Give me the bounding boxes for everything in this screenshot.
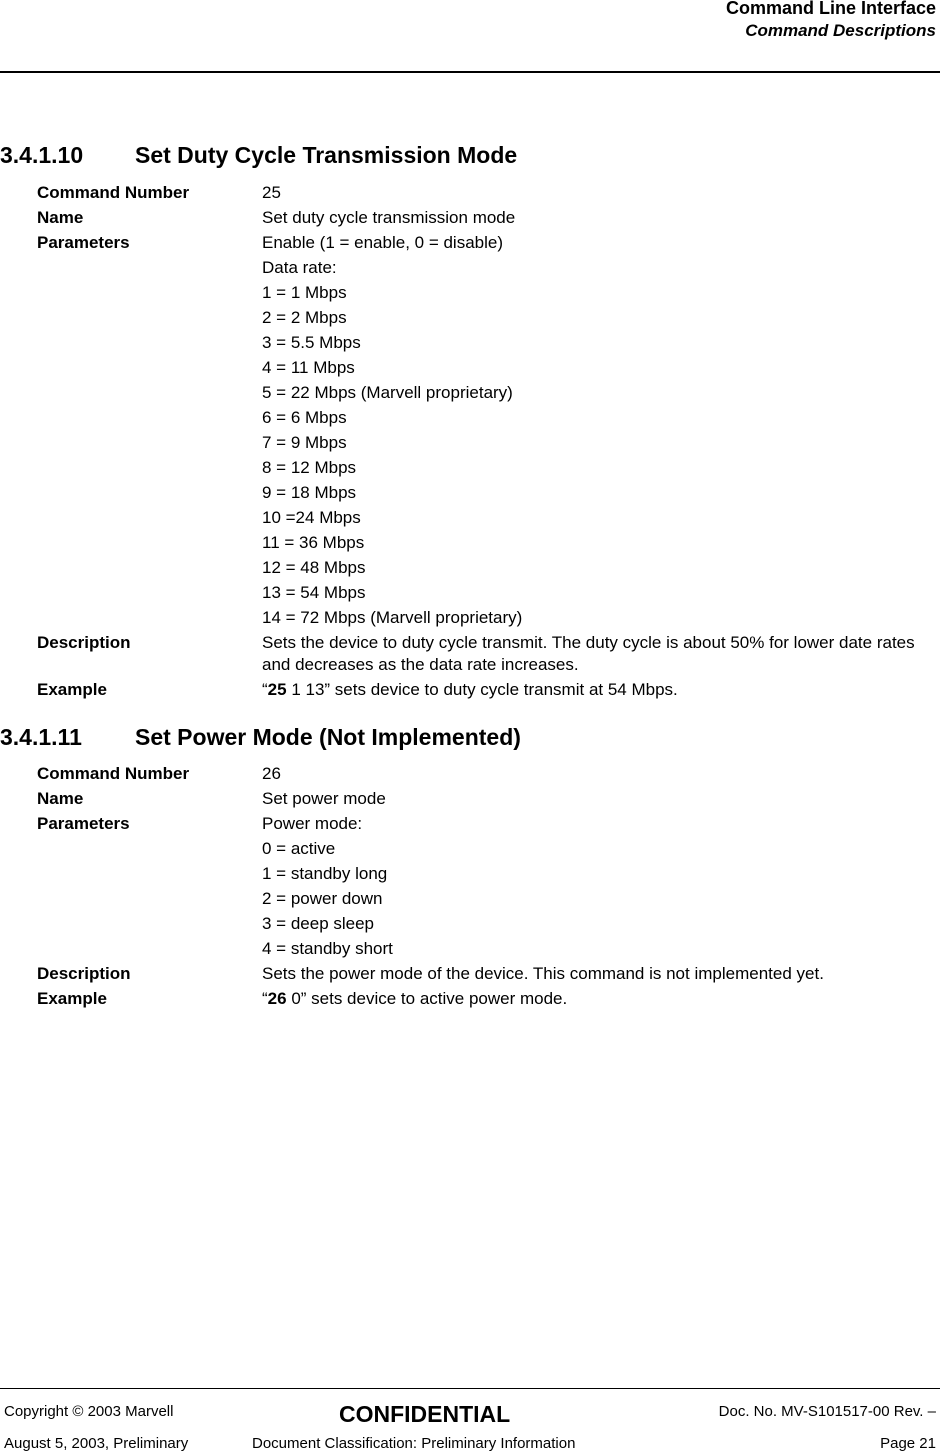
section-title: Set Duty Cycle Transmission Mode	[135, 142, 518, 168]
parameter-item: 7 = 9 Mbps	[262, 433, 347, 452]
header-divider	[0, 71, 940, 73]
footer-doc-number: Doc. No. MV-S101517-00 Rev. –	[718, 1403, 936, 1420]
parameter-item: 5 = 22 Mbps (Marvell proprietary)	[262, 383, 513, 402]
example-text: 0” sets device to active power mode.	[286, 989, 568, 1008]
example-command-number: 26	[267, 989, 287, 1008]
footer-confidential: CONFIDENTIAL	[339, 1401, 511, 1427]
parameter-item: Power mode:	[262, 814, 363, 833]
description-value: Sets the device to duty cycle transmit. The duty cycle is about 50% for lower date rates and decreases as the data rate increases.	[262, 633, 915, 674]
section-title: Set Power Mode (Not Implemented)	[135, 724, 521, 750]
example-open-quote: “	[262, 680, 268, 699]
example-label: Example	[37, 989, 107, 1008]
parameter-item: 6 = 6 Mbps	[262, 408, 347, 427]
example-command-number: 25	[267, 680, 287, 699]
parameter-item: 1 = standby long	[262, 864, 388, 883]
parameter-item: 14 = 72 Mbps (Marvell proprietary)	[262, 608, 523, 627]
parameter-item: 1 = 1 Mbps	[262, 283, 347, 302]
parameter-item: 3 = deep sleep	[262, 914, 375, 933]
description-label: Description	[37, 633, 131, 652]
parameters-label: Parameters	[37, 814, 130, 833]
footer-divider	[0, 1388, 940, 1389]
name-value: Set power mode	[262, 789, 386, 808]
parameter-item: Enable (1 = enable, 0 = disable)	[262, 233, 504, 252]
footer-date: August 5, 2003, Preliminary	[4, 1435, 189, 1452]
parameters-label: Parameters	[37, 233, 130, 252]
command-number-label: Command Number	[37, 183, 190, 202]
parameter-item: 8 = 12 Mbps	[262, 458, 357, 477]
example-open-quote: “	[262, 989, 268, 1008]
parameter-item: 0 = active	[262, 839, 336, 858]
parameter-item: 4 = 11 Mbps	[262, 358, 355, 377]
command-number-value: 26	[262, 764, 281, 783]
parameter-item: 9 = 18 Mbps	[262, 483, 357, 502]
section-number: 3.4.1.11	[0, 724, 82, 750]
parameter-item: 2 = 2 Mbps	[262, 308, 347, 327]
command-number-label: Command Number	[37, 764, 190, 783]
example-value	[262, 988, 938, 1010]
command-number-value: 25	[262, 183, 281, 202]
description-label: Description	[37, 964, 131, 983]
example-text: 1 13” sets device to duty cycle transmit at 54 Mbps.	[286, 680, 678, 699]
parameter-item: 4 = standby short	[262, 939, 393, 958]
header-title: Command Line Interface	[725, 0, 936, 18]
footer-classification: Document Classification: Preliminary Information	[252, 1435, 576, 1452]
parameter-item: 12 = 48 Mbps	[262, 558, 366, 577]
parameter-item: 13 = 54 Mbps	[262, 583, 366, 602]
parameter-item: 3 = 5.5 Mbps	[262, 333, 361, 352]
example-value	[262, 679, 938, 701]
parameter-item: Data rate:	[262, 258, 337, 277]
header-subtitle: Command Descriptions	[745, 21, 936, 40]
parameter-item: 2 = power down	[262, 889, 383, 908]
footer-page-number: Page 21	[880, 1435, 936, 1452]
description-value: Sets the power mode of the device. This command is not implemented yet.	[262, 964, 824, 983]
example-label: Example	[37, 680, 107, 699]
footer-copyright: Copyright © 2003 Marvell	[4, 1403, 174, 1420]
name-label: Name	[37, 789, 84, 808]
name-label: Name	[37, 208, 84, 227]
parameter-item: 11 = 36 Mbps	[262, 533, 365, 552]
parameter-item: 10 =24 Mbps	[262, 508, 361, 527]
name-value: Set duty cycle transmission mode	[262, 208, 516, 227]
section-number: 3.4.1.10	[0, 142, 84, 168]
